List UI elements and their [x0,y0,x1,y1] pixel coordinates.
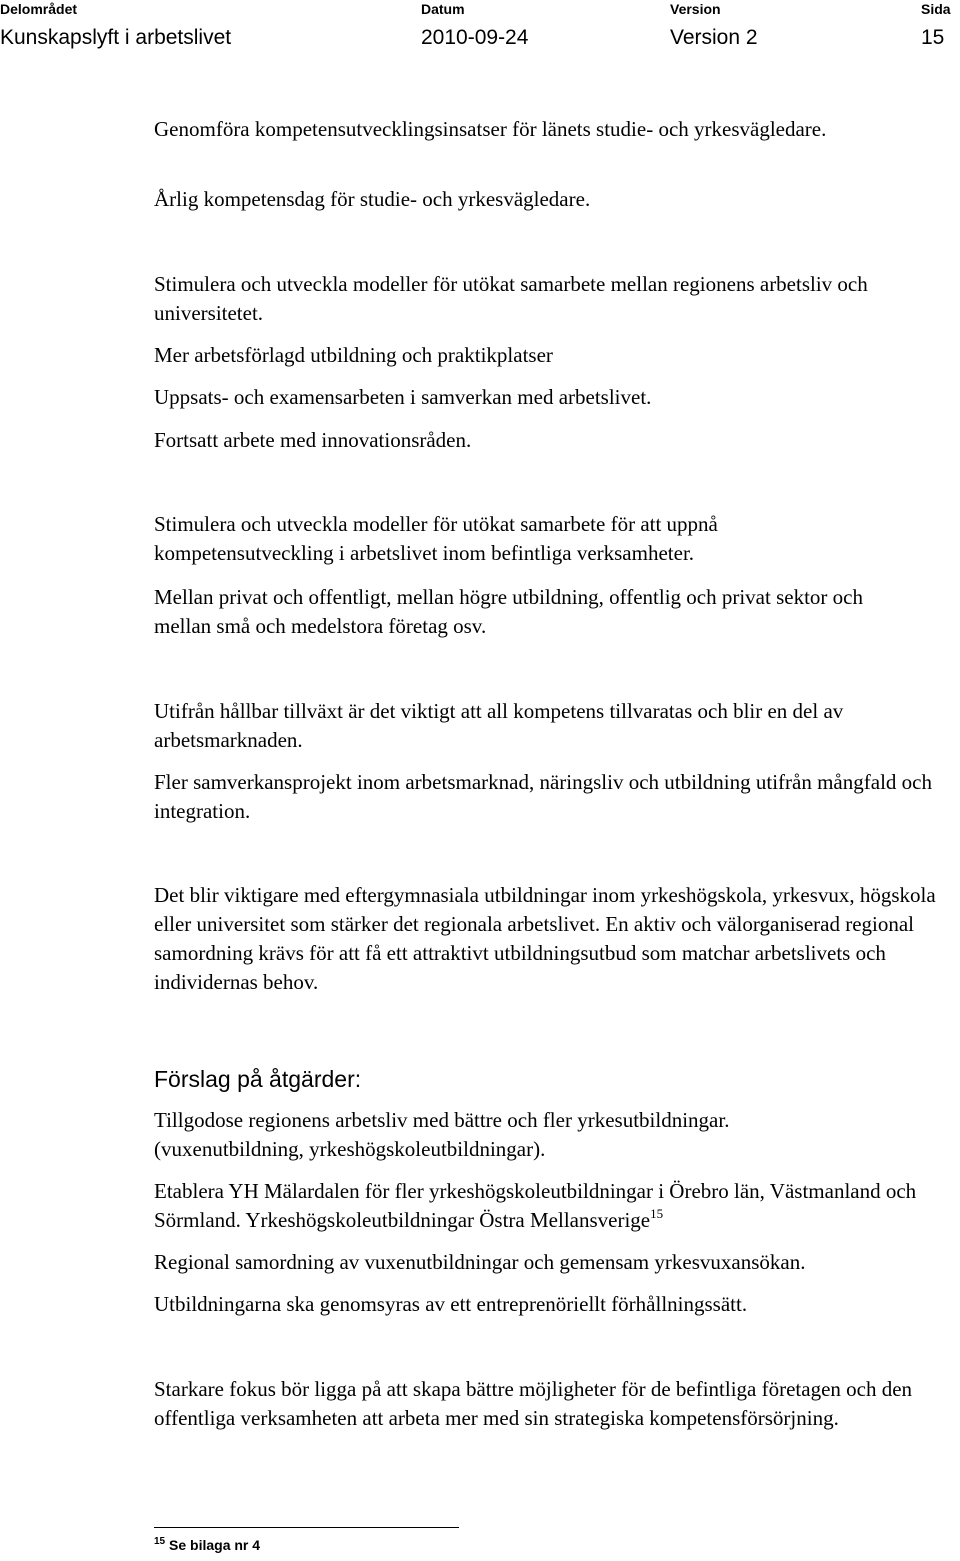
measure-item: Starkare fokus bör ligga på att skapa bättre möjligheter för de befintliga företagen och den offentliga verksamheten att arbeta mer med sin strategiska kompetensförsörjning. [154,1377,913,1430]
paragraph: Genomföra kompetensutvecklingsinsatser för länets studie- och yrkesvägledare. [154,117,827,141]
paragraph: Fortsatt arbete med innovationsråden. [154,428,472,452]
footnote [154,1537,260,1553]
footnote-marker: 15 [154,1536,166,1547]
header-value-version: Version 2 [670,26,758,49]
paragraph: Mer arbetsförlagd utbildning och praktikplatser [154,343,553,367]
measure-item [154,1177,959,1235]
header-label-version: Version [670,1,721,17]
footnote-reference: 15 [650,1206,664,1221]
paragraph: Stimulera och utveckla modeller för utökat samarbete mellan regionens arbetsliv och universitetet. [154,272,868,325]
section-heading: Förslag på åtgärder: [154,1066,362,1092]
paragraph: Stimulera och utveckla modeller för utökat samarbete för att uppnå kompetensutveckling i arbetslivet inom befintliga verksamheter. [154,512,718,565]
measure-item: Regional samordning av vuxenutbildningar och gemensam yrkesvuxansökan. [154,1250,806,1274]
header-value-page: 15 [921,26,945,49]
header-value-area: Kunskapslyft i arbetslivet [0,26,232,49]
measure-item: Utbildningarna ska genomsyras av ett entreprenöriellt förhållningssätt. [154,1292,748,1316]
paragraph: Årlig kompetensdag för studie- och yrkesvägledare. [154,187,591,211]
paragraph: Mellan privat och offentligt, mellan högre utbildning, offentlig och privat sektor och mellan små och medelstora företag osv. [154,585,863,638]
footnote-separator [154,1527,459,1528]
paragraph: Utifrån hållbar tillväxt är det viktigt att all kompetens tillvaratas och blir en del av arbetsmarknaden. [154,699,844,752]
header-label-date: Datum [421,1,465,17]
paragraph: Fler samverkansprojekt inom arbetsmarknad, näringsliv och utbildning utifrån mångfald och integration. [154,770,932,823]
header-label-area: Delområdet [0,1,78,17]
paragraph: Det blir viktigare med eftergymnasiala utbildningar inom yrkeshögskola, yrkesvux, högskola eller universitet som stärker det regionala arbetslivet. En aktiv och välorganiserad regional samordning krävs för att få ett attraktivt utbildningsutbud som matchar arbetslivets och individernas behov. [154,883,936,994]
footnote-text: Se bilaga nr 4 [169,1537,261,1553]
header-label-page: Sida [921,1,951,17]
measure-item: Tillgodose regionens arbetsliv med bättre och fler yrkesutbildningar. (vuxenutbildning, yrkeshögskoleutbildningar). [154,1108,730,1161]
paragraph: Uppsats- och examensarbeten i samverkan med arbetslivet. [154,385,652,409]
measure-text: Etablera YH Mälardalen för fler yrkeshögskoleutbildningar i Örebro län, Västmanland och Sörmland. Yrkeshögskoleutbildningar Östra Mellansverige [154,1179,917,1232]
header-value-date: 2010-09-24 [421,26,529,49]
